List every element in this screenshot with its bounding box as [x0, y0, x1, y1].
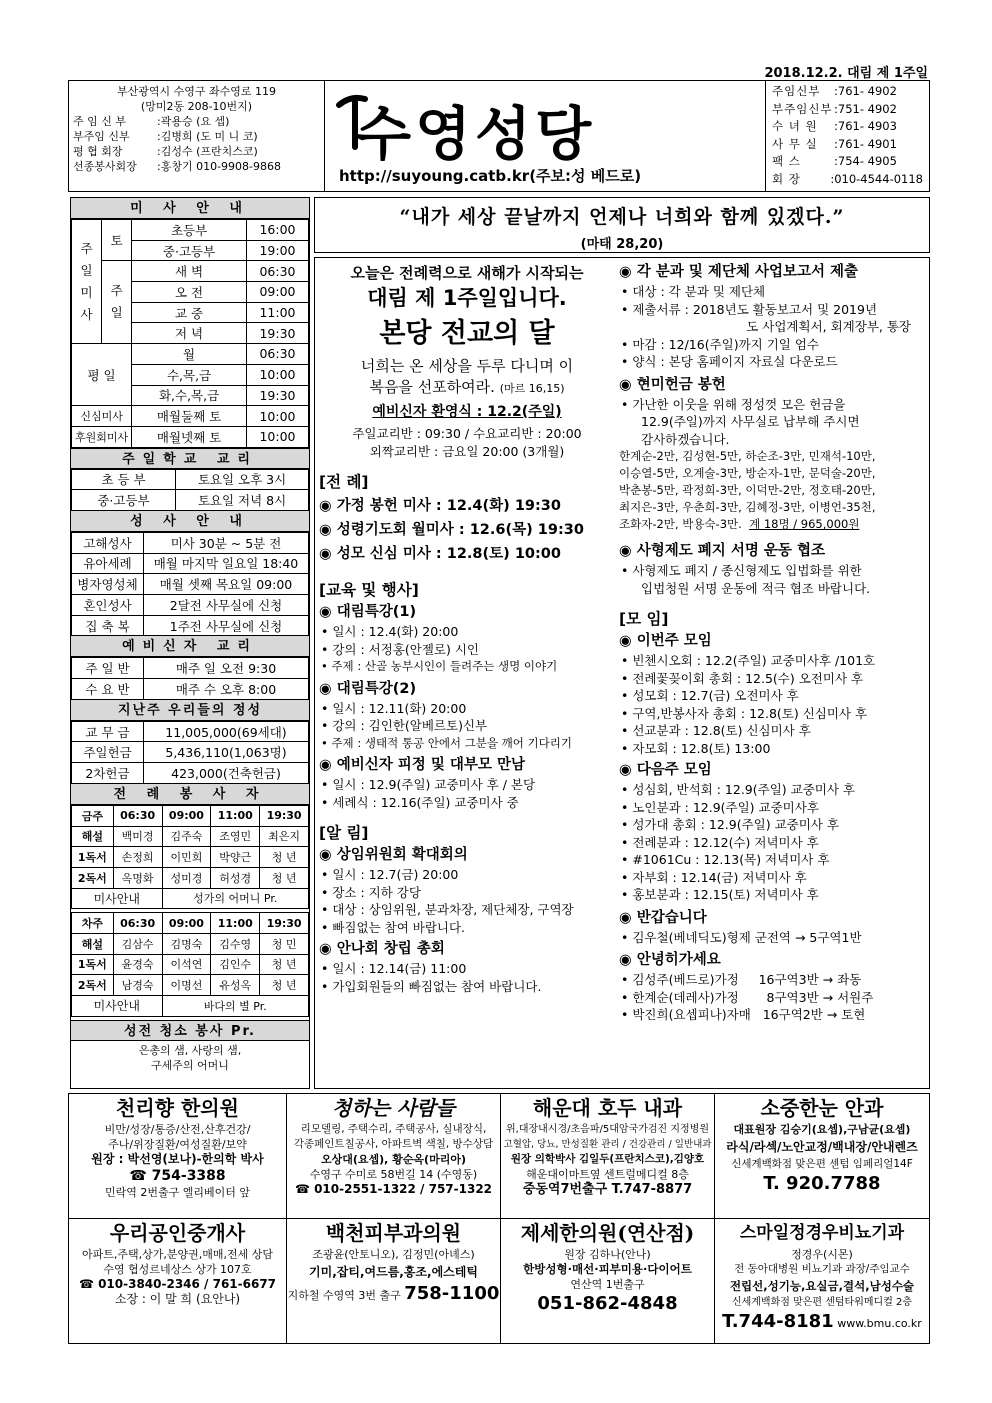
ad-line: 한방성형·매선·피부미용·다이어트: [523, 1262, 692, 1276]
header: [68, 80, 930, 192]
mass-day: 매월넷째 토: [132, 426, 247, 447]
servers-role: 해설: [72, 826, 114, 847]
mass-name: 저 녁: [132, 323, 247, 344]
liturgy-item: ◉ 성모 신심 미사 : 12.8(토) 10:00: [319, 542, 615, 566]
staff-row: 평 협 회장 : 김성수 (프란치스코): [73, 145, 258, 158]
mass-day: 매월둘째 토: [132, 406, 247, 427]
farewell-line: • 한계순(데레사)가정 8구역3반 → 서원주: [619, 989, 925, 1007]
next-week-meetings-heading: ◉ 다음주 모임: [619, 760, 925, 781]
server-name: 김주숙: [162, 826, 211, 847]
mass-name: 중·고등부: [132, 240, 247, 261]
cleaning-line: 은총의 샘, 사랑의 샘,: [138, 1043, 242, 1057]
death-penalty-line: • 사형제도 폐지 / 종신형제도 입법화를 위한: [619, 562, 925, 580]
cleaning-line: 구세주의 어머니: [151, 1058, 229, 1072]
sacrament-name: 집 축 복: [72, 615, 144, 636]
scripture-quote: [314, 197, 930, 253]
ad-name: 제세한의원(연산점): [520, 1221, 695, 1245]
ad-line: 전 동아대병원 비뇨기과 과장/주임교수: [734, 1263, 910, 1275]
main-left-column: [319, 262, 615, 995]
ad-line: 조광윤(안토니오), 김정민(아녜스): [312, 1248, 475, 1261]
advertisements: [68, 1093, 930, 1344]
cleaning-title: 성전 청소 봉사 Pr.: [71, 1020, 309, 1041]
notice-line: • 가입회원들의 빠짐없는 참여 바랍니다.: [319, 978, 615, 996]
ad-line: 리모델링, 주택수리, 주택공사, 실내장식,: [300, 1123, 487, 1135]
donor-line: 한계순-2만, 김성현-5만, 하순조-3만, 민재석-10만,: [619, 449, 876, 463]
intro-line-2: 대림 제 1주일입니다.: [367, 286, 567, 310]
rice-line: • 가난한 이웃을 위해 정성껏 모은 헌금을: [619, 396, 925, 414]
class-time: 토요일 저녁 8시: [176, 490, 309, 511]
offering-name: 2차헌금: [72, 763, 144, 784]
education-line: • 일시 : 12.4(화) 20:00: [319, 623, 615, 641]
sunday-school-title: 주일학교 교리: [71, 448, 309, 469]
server-name: 윤경숙: [113, 954, 162, 975]
offering-amount: 11,005,000(69세대): [144, 721, 309, 742]
mission-month: 본당 전교의 달: [379, 318, 555, 349]
server-name: 김명숙: [162, 933, 211, 954]
staff-row: 선종봉사회장 : 홍창기 010-9908-9868: [73, 160, 282, 173]
ad-line: 위,대장내시경/초음파/5대암국가검진 지정병원: [506, 1124, 709, 1135]
mass-time: 09:00: [247, 282, 309, 303]
education-heading: ◉ 대림특강(2): [319, 679, 615, 700]
ad-line: 아파트,주택,상가,분양권,매매,전세 상담: [82, 1248, 273, 1261]
mass-time: 19:30: [247, 385, 309, 406]
ad-name: 해운대 호두 내과: [532, 1096, 683, 1120]
mass-time: 10:00: [247, 406, 309, 427]
education-title: [교육 및 행사]: [319, 581, 419, 599]
sacrament-title: 성 사 안 내: [71, 511, 309, 532]
server-name: 최은지: [260, 826, 309, 847]
servers-role: 해설: [72, 933, 114, 954]
ad-line: 전립선,성기능,요실금,결석,남성수술: [729, 1279, 915, 1293]
servers-head: 06:30: [113, 805, 162, 826]
verse-line-1: 너희는 온 세상을 두루 다니며 이: [360, 357, 574, 375]
server-name: 손정희: [113, 847, 162, 868]
death-penalty-line: 입법청원 서명 운동에 적극 협조 바랍니다.: [641, 580, 871, 596]
catechumen-title: 예비신자 교리: [71, 636, 309, 657]
meeting-line: • 자부회 : 12.14(금) 저녁미사 후: [619, 869, 925, 887]
this-week-meetings-heading: ◉ 이번주 모임: [619, 631, 925, 652]
mass-name: 초등부: [132, 220, 247, 241]
reports-line: • 대상 : 각 분과 및 제단체: [619, 283, 925, 301]
server-name: 청 년: [260, 954, 309, 975]
server-name: 청 년: [260, 975, 309, 996]
address-block: [69, 81, 325, 191]
farewell-heading: ◉ 안녕히가세요: [619, 950, 925, 971]
server-name: 조영민: [211, 826, 260, 847]
notice-line: • 대상 : 상임위원, 분과차장, 제단체장, 구역장: [319, 901, 615, 919]
servers-head: 금주: [72, 805, 114, 826]
mass-schedule-title: 미 사 안 내: [71, 198, 309, 219]
class-time: 토요일 오후 3시: [176, 469, 309, 490]
mass-time: 06:30: [247, 261, 309, 282]
sacrament-name: 병자영성체: [72, 574, 144, 595]
server-name: 청 년: [260, 847, 309, 868]
ad-line: 신세계백화점 맞은편 센텀 임페리얼14F: [731, 1158, 913, 1170]
meeting-line: • 자모회 : 12.8(토) 13:00: [619, 740, 925, 758]
ad-realty: [69, 1219, 287, 1343]
class-line-2: 외짝교리반 : 금요일 20:00 (3개월): [369, 443, 565, 459]
staff-row: 주 임 신 부 : 곽용승 (요 셉): [73, 115, 230, 128]
sacrament-name: 유아세례: [72, 553, 144, 574]
sacrament-info: 매월 셋째 목요일 09:00: [144, 574, 309, 595]
donor-line: 이승열-5만, 오계술-3만, 방순자-1만, 문덕술-20만,: [619, 466, 876, 480]
ad-line: T. 920.7788: [763, 1173, 881, 1194]
quote-ref: (마태 28,20): [580, 237, 664, 252]
ad-name: 청하는 사람들: [332, 1096, 455, 1120]
parish-url[interactable]: http://suyoung.catb.kr(주보:성 베드로): [339, 167, 642, 185]
donor-line: 조화자-2만, 박용숙-3만. 계 18명 / 965,000원: [619, 517, 860, 531]
saturday-label: 토: [102, 220, 132, 261]
ad-line: 연산역 1번출구: [570, 1278, 645, 1291]
offering-amount: 5,436,110(1,063명): [144, 742, 309, 763]
contact-row: 수 녀 원 : 761- 4903: [772, 119, 897, 133]
ad-oriental-clinic: [501, 1219, 715, 1343]
guide-group: 성가의 어머니 Pr.: [162, 888, 308, 909]
ad-hodu-clinic: [501, 1094, 715, 1219]
education-line: • 일시 : 12.9(주일) 교중미사 후 / 본당: [319, 776, 615, 794]
sacrament-info: 매월 마지막 일요일 18:40: [144, 553, 309, 574]
ad-line: 고혈압, 당뇨, 만성질환 관리 / 건강관리 / 일반내과: [503, 1139, 712, 1150]
rice-total: 계 18명 / 965,000원: [749, 517, 860, 531]
ad-cheongha: [287, 1094, 501, 1219]
server-name: 청 민: [260, 933, 309, 954]
reports-line: • 마감 : 12/16(주일)까지 기일 엄수: [619, 336, 925, 354]
ad-cheonrihyang: [69, 1094, 287, 1219]
meeting-line: • 노인분과 : 12.9(주일) 교중미사후: [619, 799, 925, 817]
liturgy-item: ◉ 성령기도회 월미사 : 12.6(목) 19:30: [319, 518, 615, 542]
servers-role: 2독서: [72, 867, 114, 888]
ad-line: 신세계백화점 맞은편 센텀타워메디컬 2층: [731, 1297, 913, 1308]
guide-group: 바다의 별 Pr.: [162, 996, 308, 1017]
server-name: 남경숙: [113, 975, 162, 996]
ad-name: 백천피부과의원: [325, 1221, 462, 1245]
death-penalty-heading: ◉ 사형제도 폐지 서명 운동 협조: [619, 541, 925, 562]
reports-line: 도 사업계획서, 회계장부, 통장: [746, 319, 911, 334]
server-name: 김인수: [211, 954, 260, 975]
class-line-1: 주일교리반 : 09:30 / 수요교리반 : 20:00: [352, 426, 582, 441]
mass-time: 16:00: [247, 220, 309, 241]
donor-line: 박춘봉-5만, 곽정희-3만, 이덕만-2만, 정호태-20만,: [619, 483, 876, 497]
staff-row: 부주임 신부 : 김병희 (도 미 니 코): [73, 130, 258, 143]
servers-head: 09:00: [162, 913, 211, 934]
servers-role: 1독서: [72, 954, 114, 975]
server-name: 유성옥: [211, 975, 260, 996]
ad-line: 수영구 수미로 58번길 14 (수영동): [309, 1168, 478, 1181]
ad-urology: [715, 1219, 929, 1343]
mass-name: 후원회미사: [72, 426, 132, 447]
contact-block: [765, 81, 929, 191]
ad-line: ☎ 010-2551-1322 / 757-1322: [294, 1182, 493, 1196]
meeting-line: • 성가대 총회 : 12.9(주일) 교중미사 후: [619, 816, 925, 834]
parish-title: 수영성당: [355, 100, 596, 168]
quote-text: “내가 세상 끝날까지 언제나 너희와 함께 있겠다.”: [399, 206, 845, 228]
ad-line: 해운대이마트옆 센트럴메디컬 8층: [526, 1168, 689, 1181]
offering-title: 지난주 우리들의 정성: [71, 700, 309, 721]
servers-head: 19:30: [260, 805, 309, 826]
farewell-line: • 박진희(요셉피나)자매 16구역2반 → 토현: [619, 1006, 925, 1024]
notice-title: [알 림]: [319, 824, 369, 842]
contact-row: 주임신부 : 761- 4902: [772, 84, 897, 98]
class-time: 매주 수 오후 8:00: [144, 679, 309, 700]
cleaning-groups: [71, 1041, 309, 1073]
ad-line: 중동역7번출구 T.747-8877: [522, 1182, 693, 1197]
servers-head: 09:00: [162, 805, 211, 826]
mass-time: 19:30: [247, 323, 309, 344]
offering-name: 교 무 금: [72, 721, 144, 742]
education-line: • 세례식 : 12.16(주일) 교중미사 중: [319, 794, 615, 812]
date-line: 2018.12.2. 대림 제 1주일: [764, 66, 928, 81]
server-name: 청 년: [260, 867, 309, 888]
ad-line: 수영 협성르네상스 상가 107호: [103, 1263, 252, 1276]
contact-row: 팩 스 : 754- 4905: [772, 154, 897, 168]
verse-line-2: 복음을 선포하여라. (마르 16,15): [369, 378, 565, 396]
mass-name: 교 중: [132, 302, 247, 323]
sacrament-table: [71, 532, 309, 636]
mass-time: 10:00: [247, 426, 309, 447]
server-name: 백미경: [113, 826, 162, 847]
mass-name: 오 전: [132, 282, 247, 303]
address-line-2: (망미2동 208-10번지): [140, 100, 253, 113]
server-name: 이민희: [162, 847, 211, 868]
offering-table: [71, 721, 309, 784]
sunday-mass-label: 주일미사: [72, 220, 102, 344]
ad-line: 대표원장 김승기(요셉),구남균(요셉): [733, 1123, 911, 1136]
catechumen-table: [71, 657, 309, 699]
main-content: [314, 257, 930, 1089]
ad-line: 기미,잡티,여드름,홍조,에스테틱: [309, 1265, 478, 1279]
mass-name: 수,목,금: [132, 364, 247, 385]
servers-head: 11:00: [211, 913, 260, 934]
ad-name: 스마일정경우비뇨기과: [739, 1223, 905, 1243]
ad-line: 원장 의학박사 김일두(프란치스코),김양호: [510, 1153, 705, 1165]
guide-label: 미사안내: [72, 888, 163, 909]
notice-line: • 장소 : 지하 강당: [319, 884, 615, 902]
ad-line: 민락역 2번출구 엘리베이터 앞: [105, 1186, 250, 1199]
class-name: 주 일 반: [72, 658, 144, 679]
ad-line: 오상대(요셉), 황순옥(마리아): [320, 1153, 466, 1166]
class-name: 중·고등부: [72, 490, 176, 511]
server-name: 박양근: [211, 847, 260, 868]
class-name: 초 등 부: [72, 469, 176, 490]
meeting-line: • 구역,반봉사자 총회 : 12.8(토) 신심미사 후: [619, 705, 925, 723]
mass-time: 19:00: [247, 240, 309, 261]
meeting-line: • 성모회 : 12.7(금) 오전미사 후: [619, 687, 925, 705]
mass-name: 신심미사: [72, 406, 132, 427]
education-heading: ◉ 대림특강(1): [319, 602, 615, 623]
notice-line: • 빠짐없는 참여 바랍니다.: [319, 919, 615, 937]
offering-amount: 423,000(건축헌금): [144, 763, 309, 784]
server-name: 성미경: [162, 867, 211, 888]
mass-time: 11:00: [247, 302, 309, 323]
server-name: 김수영: [211, 933, 260, 954]
ad-line: 051-862-4848: [537, 1293, 678, 1314]
liturgy-title: [전 례]: [319, 473, 369, 491]
weekday-label: 평 일: [72, 344, 132, 406]
address-line-1: 부산광역시 수영구 좌수영로 119: [117, 85, 276, 98]
ad-line: 지하철 수영역 3번 출구 758-1100: [287, 1283, 500, 1304]
ad-line: 비만/성장/통증/산전,산후건강/: [104, 1123, 251, 1136]
ad-line: 라식/라섹/노안교정/백내장/안내렌즈: [726, 1140, 918, 1154]
ad-eye-clinic: [715, 1094, 929, 1219]
class-time: 매주 일 오전 9:30: [144, 658, 309, 679]
sacrament-info: 2달전 사무실에 신청: [144, 595, 309, 616]
liturgy-item: ◉ 가정 봉헌 미사 : 12.4(화) 19:30: [319, 494, 615, 518]
contact-row: 사 무 실 : 761- 4901: [772, 136, 897, 151]
education-line: • 강의 : 서정홍(안젤로) 시인: [319, 641, 615, 659]
notice-line: • 일시 : 12.7(금) 20:00: [319, 866, 615, 884]
intro-line-1: 오늘은 전례력으로 새해가 시작되는: [350, 264, 584, 282]
farewell-line: • 김성주(베드로)가정 16구역3반 → 좌동: [619, 971, 925, 989]
education-line: • 주제 : 생태적 통공 안에서 그분을 깨어 기다리기: [319, 735, 615, 753]
servers-head: 차주: [72, 913, 114, 934]
ad-line: ☎ 754-3388: [129, 1168, 226, 1184]
offering-name: 주일헌금: [72, 742, 144, 763]
sunday-label: 주일: [102, 261, 132, 344]
mass-schedule-table: [71, 219, 309, 448]
sunday-school-table: [71, 469, 309, 511]
reports-line: • 제출서류 : 2018년도 활동보고서 및 2019년: [619, 301, 925, 319]
sacrament-info: 미사 30분 ~ 5분 전: [144, 532, 309, 553]
ad-name: 우리공인중개사: [109, 1221, 246, 1245]
ad-line: T.744-8181 www.bmu.co.kr: [722, 1311, 922, 1332]
education-line: • 강의 : 김인한(알베르토)신부: [319, 717, 615, 735]
left-column: [70, 197, 310, 1089]
reports-line: • 양식 : 본당 홈페이지 자료실 다운로드: [619, 353, 925, 371]
meeting-line: • 전례분과 : 12.12(수) 저녁미사 후: [619, 834, 925, 852]
ad-line: 원장 : 박선영(보나)-한의학 박사: [91, 1152, 264, 1166]
ad-line: 각종페인트칠공사, 아파트벽 색칠, 방수상담: [293, 1138, 494, 1150]
mass-name: 월: [132, 344, 247, 365]
notice-heading: ◉ 안나회 창립 총회: [319, 939, 615, 960]
ad-skin-clinic: [287, 1219, 501, 1343]
rice-line: 12.9(주일)까지 사무실로 납부해 주시면: [641, 414, 860, 429]
welcome-line: • 김우철(베네딕도)형제 군전역 → 5구역1반: [619, 929, 925, 947]
ad-line: 정경우(시몬): [791, 1248, 853, 1261]
sacrament-info: 1주전 사무실에 신청: [144, 615, 309, 636]
rice-heading: ◉ 현미헌금 봉헌: [619, 375, 925, 396]
servers-head: 06:30: [113, 913, 162, 934]
class-name: 수 요 반: [72, 679, 144, 700]
donor-line: 최지은-3만, 우춘희-3만, 김혜정-3만, 이병언-35천,: [619, 500, 876, 514]
education-line: • 주제 : 산골 농부시인이 들려주는 생명 이야기: [319, 658, 615, 676]
next-week-servers-table: [71, 912, 309, 1016]
server-name: 옥명화: [113, 867, 162, 888]
main-right-column: [619, 262, 925, 1024]
sacrament-name: 혼인성사: [72, 595, 144, 616]
ad-line: 원장 김하나(안나): [564, 1248, 651, 1261]
server-name: 이명선: [162, 975, 211, 996]
ad-line: 주나/위장질환/여성질환/보약: [108, 1138, 247, 1151]
meeting-line: • 성심회, 반석회 : 12.9(주일) 교중미사 후: [619, 781, 925, 799]
servers-head: 19:30: [260, 913, 309, 934]
meeting-line: • #1061Cu : 12.13(목) 저녁미사 후: [619, 851, 925, 869]
notice-heading: ◉ 상임위원회 확대회의: [319, 845, 615, 866]
contact-row: 회 장 : 010-4544-0118: [772, 171, 923, 186]
rice-donors: [619, 448, 925, 533]
meeting-line: • 선교분과 : 12.8(토) 신심미사 후: [619, 722, 925, 740]
servers-title: 전 례 봉 사 자: [71, 784, 309, 805]
meetings-title: [모 임]: [619, 610, 669, 628]
ad-name: 천리향 한의원: [116, 1096, 239, 1120]
reports-heading: ◉ 각 분과 및 제단체 사업보고서 제출: [619, 262, 925, 283]
mass-time: 10:00: [247, 364, 309, 385]
meeting-line: • 빈첸시오회 : 12.2(주일) 교중미사후 /101호: [619, 652, 925, 670]
server-name: 김삼수: [113, 933, 162, 954]
welcome-heading: ◉ 반갑습니다: [619, 908, 925, 929]
servers-role: 1독서: [72, 847, 114, 868]
notice-line: • 일시 : 12.14(금) 11:00: [319, 960, 615, 978]
meeting-line: • 홍보분과 : 12.15(토) 저녁미사 후: [619, 886, 925, 904]
meeting-line: • 전례꽃꽂이회 총회 : 12.5(수) 오전미사 후: [619, 670, 925, 688]
contact-row: 부주임신부 : 751- 4902: [772, 101, 897, 116]
guide-label: 미사안내: [72, 996, 163, 1017]
education-line: • 일시 : 12.11(화) 20:00: [319, 700, 615, 718]
mass-time: 06:30: [247, 344, 309, 365]
ad-line: ☎ 010-3840-2346 / 761-6677: [78, 1277, 277, 1291]
server-name: 이석연: [162, 954, 211, 975]
welcome-ceremony: 예비신자 환영식 : 12.2(주일): [372, 404, 562, 420]
logo-area: [325, 81, 765, 191]
education-heading: ◉ 예비신자 피정 및 대부모 만남: [319, 755, 615, 776]
ad-name: 소중한눈 안과: [760, 1096, 884, 1120]
servers-role: 2독서: [72, 975, 114, 996]
server-name: 허성경: [211, 867, 260, 888]
mass-name: 화,수,목,금: [132, 385, 247, 406]
sacrament-name: 고해성사: [72, 532, 144, 553]
servers-head: 11:00: [211, 805, 260, 826]
mass-name: 새 벽: [132, 261, 247, 282]
rice-line: 감사하겠습니다.: [641, 431, 730, 447]
ad-line: 소장 : 이 말 희 (요안나): [114, 1292, 241, 1306]
this-week-servers-table: [71, 805, 309, 909]
